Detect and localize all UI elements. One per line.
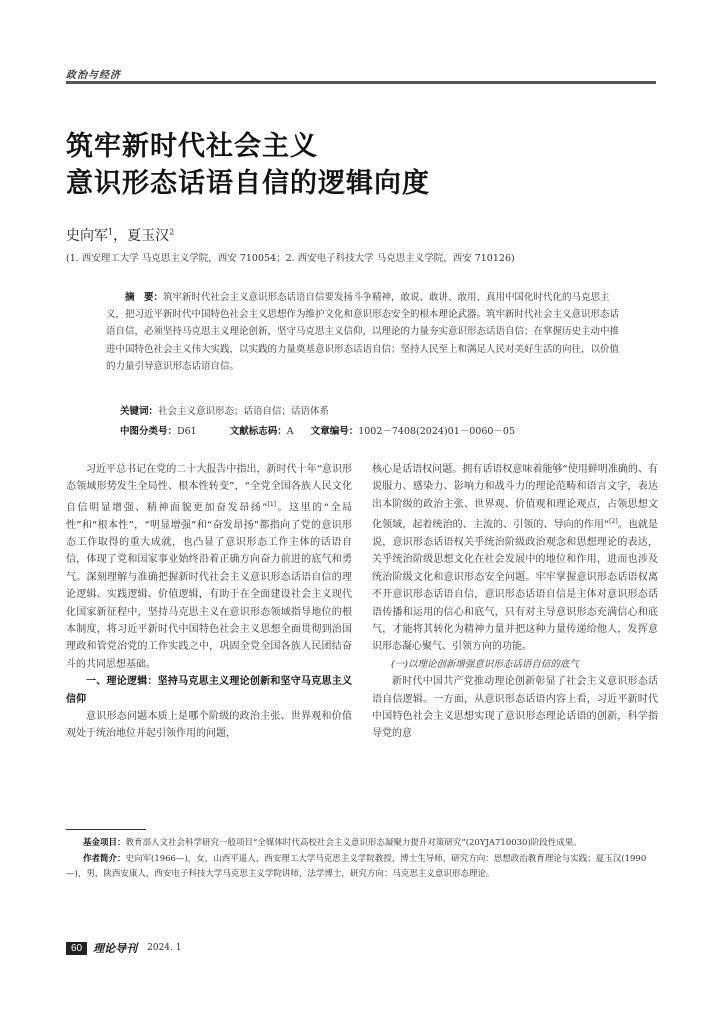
fund-label: 基金项目： (83, 838, 126, 848)
right-p1-text: 核心是话语权问题。拥有话语权意味着能够“使用鲜明准确的、有说服力、感染力、影响力和战斗力的理论范畴和语言文字，表达出本阶级的政治主张、世界观、价值观和理论观点，占领思想文化领域，起着统治的、主流的、引领的、导向的作用” (372, 464, 658, 531)
author-note-label: 作者简介： (83, 853, 126, 864)
citation-1: [1] (267, 500, 276, 508)
doc-code-value: A (286, 426, 294, 437)
author-1: 史向军 (66, 228, 108, 244)
author-1-sup: 1 (108, 227, 114, 237)
journal-name: 理论导刊 (93, 942, 138, 955)
subsection-heading-1: (一)以理论创新增强意识形态话语自信的底气 (391, 658, 579, 670)
author-2: 夏玉汉 (127, 228, 170, 244)
right-p1-text-b: 。也就是说，意识形态话语权关乎统治阶级政治观念和思想理论的表达，关乎统治阶级思想文化在社会发展中的地位和作用，进而也涉及统治阶级文化和意识形态安全问题。牢牢掌握意识形态话语权离不开意识形态话语自信，意识形态话语自信是主体对意识形态话语传播和运用的信心和底气，只有对主导意识形态充满信心和底气，才能将其转化为精神力量并把这种力量传递给他人，发挥意识形态凝心聚气、引领方向的功能。 (372, 519, 658, 653)
author-sep: ， (113, 228, 128, 244)
keywords: 社会主义意识形态；话语自信；话语体系 (158, 406, 330, 417)
affiliation: (1. 西安理工大学 马克思主义学院，西安 710054；2. 西安电子科技大学 马克思主义学院，西安 710126) (66, 253, 515, 264)
abstract-label: 摘 要： (125, 292, 164, 303)
left-p1-text: 习近平总书记在党的二十大报告中指出，新时代十年“意识形态领域形势发生全局性、根本性转变”，“全党全国各族人民文化自信明显增强、精神面貌更加奋发昂扬” (66, 464, 352, 514)
abstract-text: 筑牢新时代社会主义意识形态话语自信要发扬斗争精神，敢说、敢讲、敢用、真用中国化时代化的马克思主义，把习近平新时代中国特色社会主义思想作为维护文化和意识形态安全的根本理论武器。筑牢新时代社会主义意识形态话语自信，必须坚持马克思主义理论创新，坚守马克思主义信仰，以理论的力量夯实意识形态话语自信；在掌握历史主动中推进中国特色社会主义伟大实践，以实践的力量奠基意识形态话语自信；坚持人民至上和满足人民对美好生活的向往，以价值的力量引导意识形态话语自信。 (106, 292, 620, 372)
left-paragraph-2: 意识形态问题本质上是哪个阶级的政治主张、世界观和价值观处于统治地位并起引领作用的问题， (66, 711, 352, 740)
article-no-value: 1002－7408(2024)01－0060－05 (358, 426, 515, 437)
title-line-1: 筑牢新时代社会主义 (66, 131, 318, 162)
right-paragraph-1 (372, 461, 658, 656)
abstract-body (106, 289, 628, 375)
header-rule (66, 81, 656, 84)
classification-line (120, 423, 515, 437)
fund-note (66, 836, 658, 852)
body-column-right (372, 461, 658, 743)
right-paragraph-2: 新时代中国共产党推动理论创新彰显了社会主义意识形态话语自信逻辑。一方面，从意识形态话语内容上看，习近平新时代中国特色社会主义思想实现了意识形态理论话语的创新，科学指导党的意 (372, 676, 658, 740)
left-paragraph-1 (66, 461, 352, 673)
doc-code-label: 文献标志码： (229, 426, 287, 437)
author-note (66, 852, 658, 883)
clc-value: D61 (177, 426, 197, 437)
fund-text: 教育部人文社会科学研究一般项目“全媒体时代高校社会主义意识形态凝聚力提升对策研究”(20YJA710030)阶段性成果。 (125, 838, 582, 848)
footnotes (66, 836, 658, 883)
body-column-left (66, 461, 352, 743)
keywords-label: 关键词： (120, 406, 159, 417)
article-title (66, 128, 430, 202)
section-header: 政治与经济 (66, 70, 121, 81)
page-footer (66, 940, 181, 956)
keywords-line (120, 403, 329, 417)
author-note-text: 史向军(1966—)，女，山西平遥人，西安理工大学马克思主义学院教授，博士生导师，研究方向：思想政治教育理论与实践；夏玉汉(1990—)，男，陕西安康人，西安电子科技大学马克思主义学院讲师，法学博士，研究方向：马克思主义意识形态理论。 (66, 853, 647, 879)
article-no-label: 文章编号： (310, 426, 359, 437)
footnote-rule (66, 829, 146, 830)
authors (66, 225, 174, 245)
page-number: 60 (66, 942, 87, 955)
title-line-2: 意识形态话语自信的逻辑向度 (66, 168, 430, 199)
author-2-sup: 2 (169, 227, 175, 237)
clc-label: 中图分类号： (120, 426, 178, 437)
abstract (106, 289, 628, 375)
section-heading-1: 一、理论逻辑：坚持马克思主义理论创新和坚守马克思主义信仰 (66, 676, 352, 705)
issue-number: 2024. 1 (147, 943, 182, 953)
citation-2: [2] (609, 518, 618, 526)
left-p1-text-b: 。这里的“全局性”和“根本性”，“明显增强”和“奋发昂扬”都指向了党的意识形态工作取得的重大成就，也凸显了意识形态工作主体的话语自信，体现了党和国家事业始终沿着正确方向奋力前进的底气和勇气。深刻理解与准确把握新时代社会主义意识形态话语自信的理论逻辑、实践逻辑、价值逻辑，有助于在全面建设社会主义现代化国家新征程中，坚持马克思主义在意识形态领域指导地位的根本制度，将习近平新时代中国特色社会主义思想全面贯彻到治国理政和管党治党的工作实践之中，巩固全党全国各族人民团结奋斗的共同思想基础。 (66, 502, 352, 670)
